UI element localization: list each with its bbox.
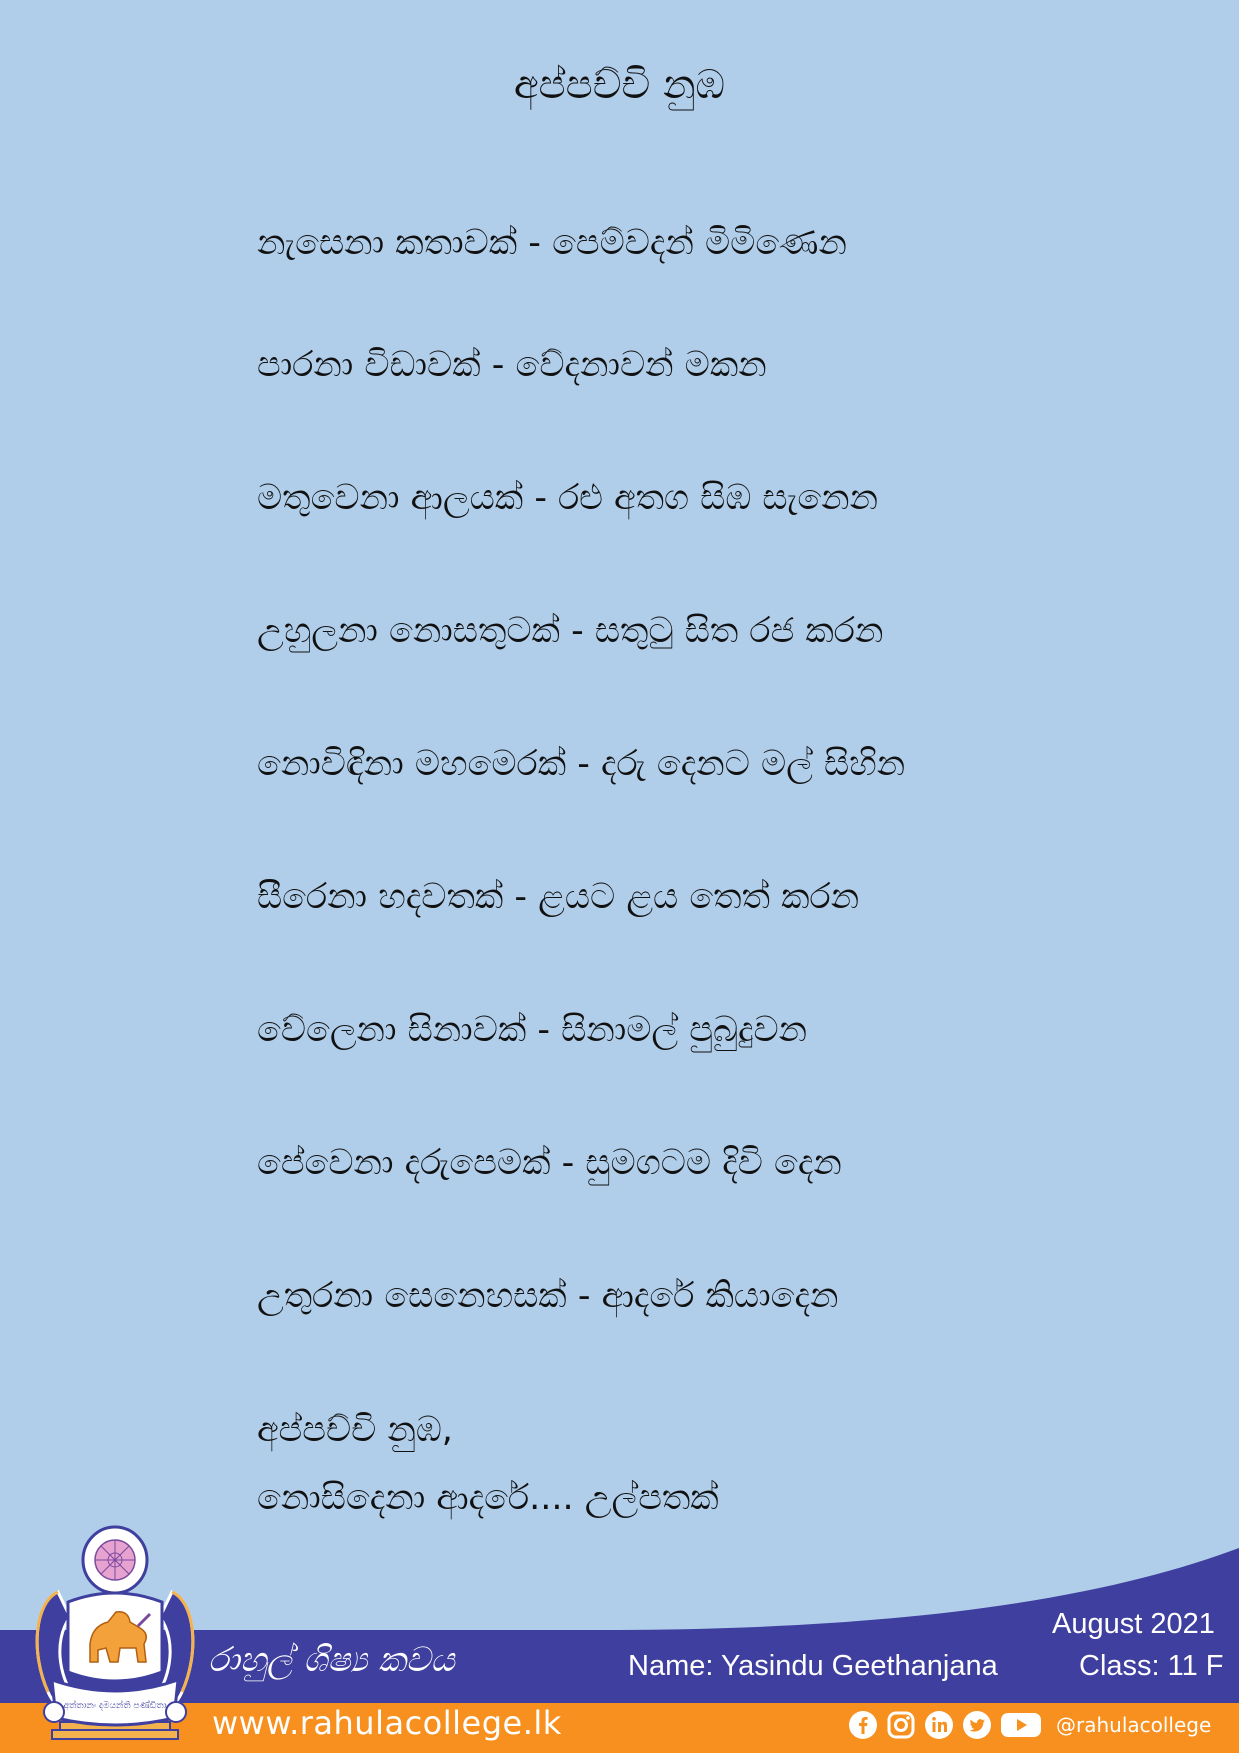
website-link[interactable]: www.rahulacollege.lk	[212, 1704, 562, 1742]
twitter-icon[interactable]	[962, 1710, 992, 1740]
author-name: Name: Yasindu Geethanjana	[628, 1650, 998, 1682]
class-label: Class: 11 F	[1079, 1650, 1224, 1682]
poem-line: පේවෙනා දරුපෙමක් - සුමගටම දිවි දෙන	[257, 1143, 842, 1183]
poem-line: උහුලනා නොසතුටක් - සතුටු සිත රජ කරන	[257, 611, 884, 651]
crest-motto: අත්තානං දමයන්ති පණ්ඩිතා	[63, 1701, 167, 1711]
facebook-icon[interactable]	[848, 1710, 878, 1740]
poem-line: සීරෙනා හදවතක් - ළයට ළය තෙත් කරන	[257, 877, 860, 917]
instagram-icon[interactable]	[886, 1710, 916, 1740]
poem-line: උතුරනා සෙනෙහසක් - ආදරේ කියාදෙන	[257, 1276, 839, 1316]
social-handle: @rahulacollege	[1056, 1713, 1212, 1737]
poem-line: පාරනා විඩාවක් - වේදනාවන් මකන	[257, 345, 767, 385]
poem-line: මතුවෙනා ආලයක් - රළු අතග සිඹ සැනෙන	[257, 478, 879, 518]
social-icons	[848, 1710, 1042, 1740]
poem-line: නොසිදෙනා ආදරේ.... උල්පතක්	[257, 1478, 719, 1518]
poem-line: නැසෙනා කතාවක් - පෙම්වදන් මිමිණෙන	[257, 223, 847, 263]
poem-line: නොවිඳිනා මහමෙරක් - දරු දෙනට මල් සිහින	[257, 744, 906, 784]
youtube-icon[interactable]	[1000, 1710, 1042, 1740]
brand-wordmark: රාහුල් ශිෂ්‍ය කවය	[208, 1640, 455, 1680]
linkedin-icon[interactable]	[924, 1710, 954, 1740]
college-crest-logo	[30, 1522, 200, 1747]
poem-line: අප්පච්චි නුඹ,	[257, 1410, 453, 1450]
poem-line: වේලෙනා සිනාවක් - සිනාමල් පුබුදුවන	[257, 1010, 808, 1050]
page-title: අප්පච්චි නුඹ	[513, 62, 726, 108]
publish-date: August 2021	[1052, 1608, 1215, 1640]
